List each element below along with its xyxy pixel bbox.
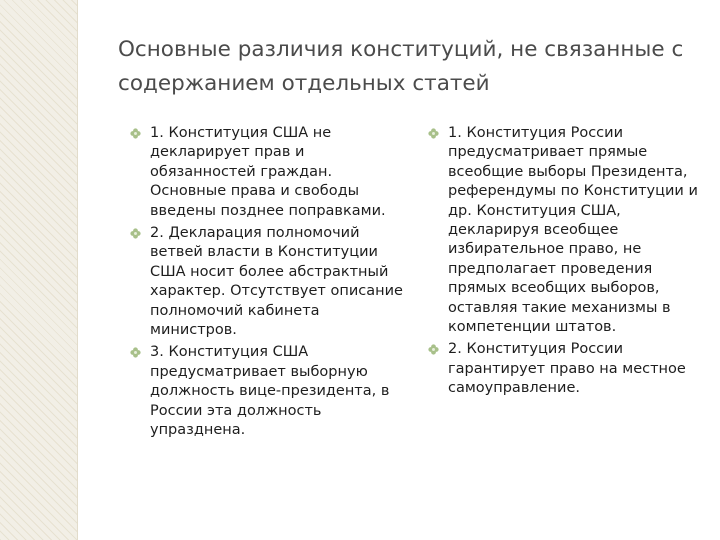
list-item-text: 2. Конституция России гарантирует право на местное самоуправление. [448,341,686,397]
list-item [130,224,405,340]
left-bullet-list [130,124,405,441]
left-column [130,124,405,444]
flower-bullet-icon [130,228,141,239]
list-item-text: 3. Конституция США предусматривает выборную должность вице-президента, в России эта должность упразднена. [150,344,390,439]
list-item [428,124,713,337]
list-item-text: 2. Декларация полномочий ветвей власти в Конституции США носит более абстрактный характер. Отсутствует описание полномочий кабинета министров. [150,225,403,339]
list-item-text: 1. Конституция США не декларирует прав и обязанностей граждан. Основные права и свободы введены позднее поправками. [150,125,386,219]
slide-title: Основные различия конституций, не связанные с содержанием отдельных статей [118,37,684,96]
right-bullet-list [428,124,713,399]
right-column [428,124,713,402]
flower-bullet-icon [130,347,141,358]
list-item-text: 1. Конституция России предусматривает прямые всеобщие выборы Президента, референдумы по Конституции и др. Конституция США, декларируя всеобщее избирательное право, не предполагает проведения прямых всеобщих выборов, оставляя такие механизмы в компетенции штатов. [448,125,698,336]
decorative-side-stripe [0,0,78,540]
flower-bullet-icon [428,344,439,355]
list-item [130,124,405,221]
list-item [130,343,405,440]
flower-bullet-icon [428,128,439,139]
list-item [428,340,713,398]
flower-bullet-icon [130,128,141,139]
